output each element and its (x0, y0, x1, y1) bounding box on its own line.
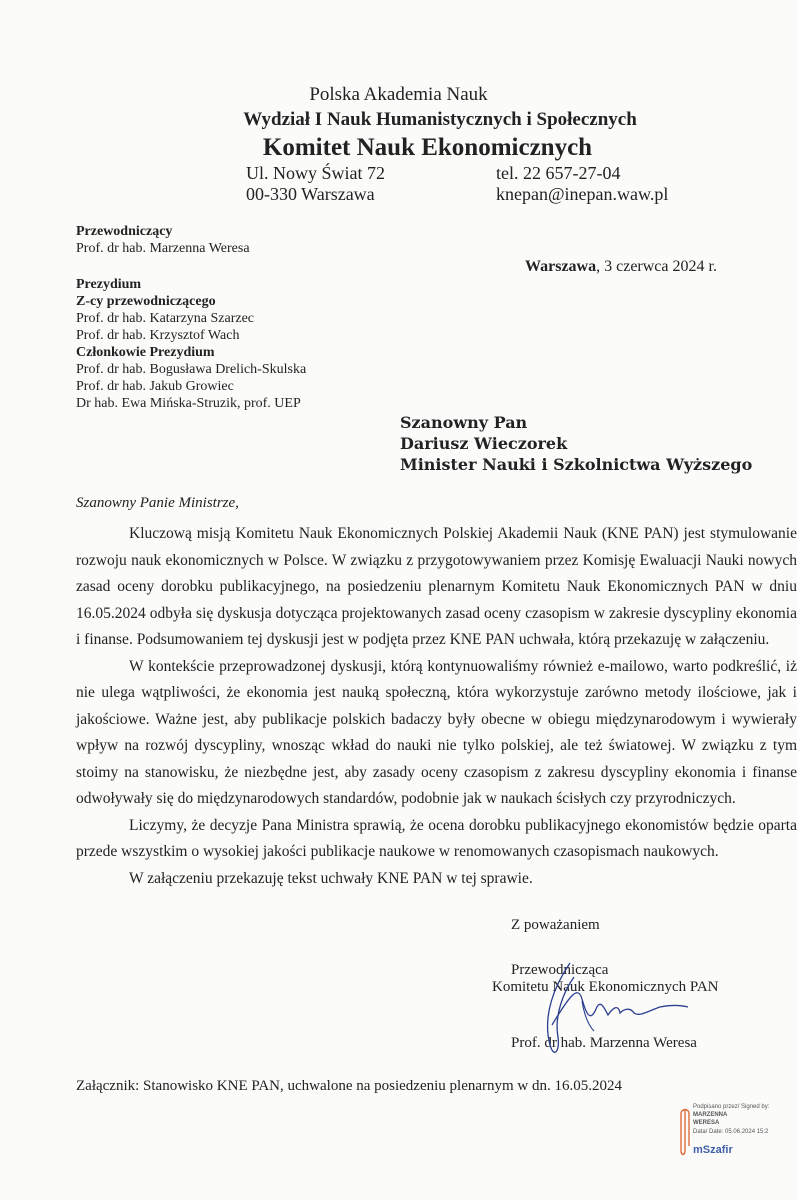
stamp-signed-by-label: Podpisano przez/ Signed by: (693, 1104, 770, 1110)
signer-name: Prof. dr hab. Marzenna Weresa (511, 1035, 697, 1051)
handwritten-signature (530, 955, 690, 1065)
chair-name: Prof. dr hab. Marzenna Weresa (76, 241, 250, 256)
addressee-position: Minister Nauki i Szkolnictwa Wyższego (400, 455, 753, 474)
presidium-title: Prezydium (76, 277, 142, 292)
stamp-date: Data/ Date: 05.06.2024 15:2 (693, 1129, 769, 1135)
closing-regards: Z poważaniem (511, 917, 600, 933)
deputy-name: Prof. dr hab. Katarzyna Szarzec (76, 311, 255, 326)
member-name: Prof. dr hab. Jakub Growiec (76, 379, 234, 394)
chair-title: Przewodniczący (76, 224, 173, 239)
attachment-note: Załącznik: Stanowisko KNE PAN, uchwalone na posiedzeniu plenarnym w dn. 16.05.2024 (76, 1078, 623, 1094)
paperclip-icon (679, 1106, 691, 1158)
deputies-title: Z-cy przewodniczącego (76, 294, 216, 309)
addressee-salutation: Szanowny Pan (400, 413, 528, 432)
division-name: Wydział I Nauk Humanistycznych i Społecznych (243, 109, 637, 130)
email-address: knepan@inepan.waw.pl (496, 184, 669, 204)
member-name: Prof. dr hab. Bogusława Drelich-Skulska (76, 362, 307, 377)
deputy-name: Prof. dr hab. Krzysztof Wach (76, 328, 240, 343)
stamp-signer-name: MARZENNA (693, 1112, 728, 1118)
addressee-name: Dariusz Wieczorek (400, 434, 568, 453)
date-rest: , 3 czerwca 2024 r. (596, 258, 717, 275)
institution-name: Polska Akademia Nauk (309, 84, 488, 105)
body-paragraph: W załączeniu przekazuję tekst uchwały KNE PAN w tej sprawie. (129, 869, 533, 887)
stamp-signer-surname: WERESA (693, 1120, 720, 1126)
signer-organization: Komitetu Nauk Ekonomicznych PAN (492, 979, 719, 995)
body-paragraph: Kluczową misją Komitetu Nauk Ekonomicznych Polskiej Akademii Nauk (KNE PAN) jest stymulowanie rozwoju nauk ekonomicznych w Polsce. W związku z przygotowywaniem przez Komisję Ewaluacji Nauki nowych zasad oceny dorobku publikacyjnego, na posiedzeniu plenarnym Komitetu Nauk Ekonomicznych PAN w dniu 16.05.2024 odbyła się dyskusja dotycząca projektowanych zasad oceny czasopism w zakresie dyscypliny ekonomia i finanse. Podsumowaniem tej dyskusji jest w podjęta przez KNE PAN uchwała, którą przekazuję w załączeniu. (76, 525, 797, 648)
members-title: Członkowie Prezydium (76, 345, 215, 360)
letter-body (76, 521, 797, 892)
date-place: Warszawa (525, 258, 597, 275)
address-city: 00-330 Warszawa (246, 184, 375, 204)
committee-name: Komitet Nauk Ekonomicznych (262, 134, 593, 161)
body-paragraph: Liczymy, że decyzje Pana Ministra sprawią, że ocena dorobku publikacyjnego ekonomistów będzie oparta przede wszystkim o wysokiej jakości publikacje naukowe w renomowanych czasopismach naukowych. (76, 816, 797, 860)
body-paragraph: W kontekście przeprowadzonej dyskusji, którą kontynuowaliśmy również e-mailowo, warto podkreślić, iż nie ulega wątpliwości, że ekonomia jest nauką społeczną, która wykorzystuje zarówno metody ilościowe, jak i jakościowe. Ważne jest, aby publikacje polskich badaczy były obecne w obiegu międzynarodowym i wywierały wpływ na rozwój dyscypliny, wnosząc wkład do nauki nie tylko polskiej, ale też światowej. W związku z tym stoimy na stanowisku, że niezbędne jest, aby zasady oceny czasopism z zakresu dyscypliny ekonomia i finanse odwoływały się do międzynarodowych standardów, podobnie jak w naukach ścisłych czy przyrodniczych. (76, 657, 797, 807)
letter-date (525, 258, 717, 276)
e-signature-stamp (677, 1104, 797, 1160)
salutation: Szanowny Panie Ministrze, (76, 495, 239, 511)
mszafir-logo: mSzafir (693, 1144, 733, 1156)
phone-number: tel. 22 657-27-04 (496, 163, 621, 183)
address-street: Ul. Nowy Świat 72 (246, 163, 385, 183)
member-name: Dr hab. Ewa Mińska-Struzik, prof. UEP (76, 396, 301, 411)
signer-role: Przewodnicząca (511, 962, 609, 978)
